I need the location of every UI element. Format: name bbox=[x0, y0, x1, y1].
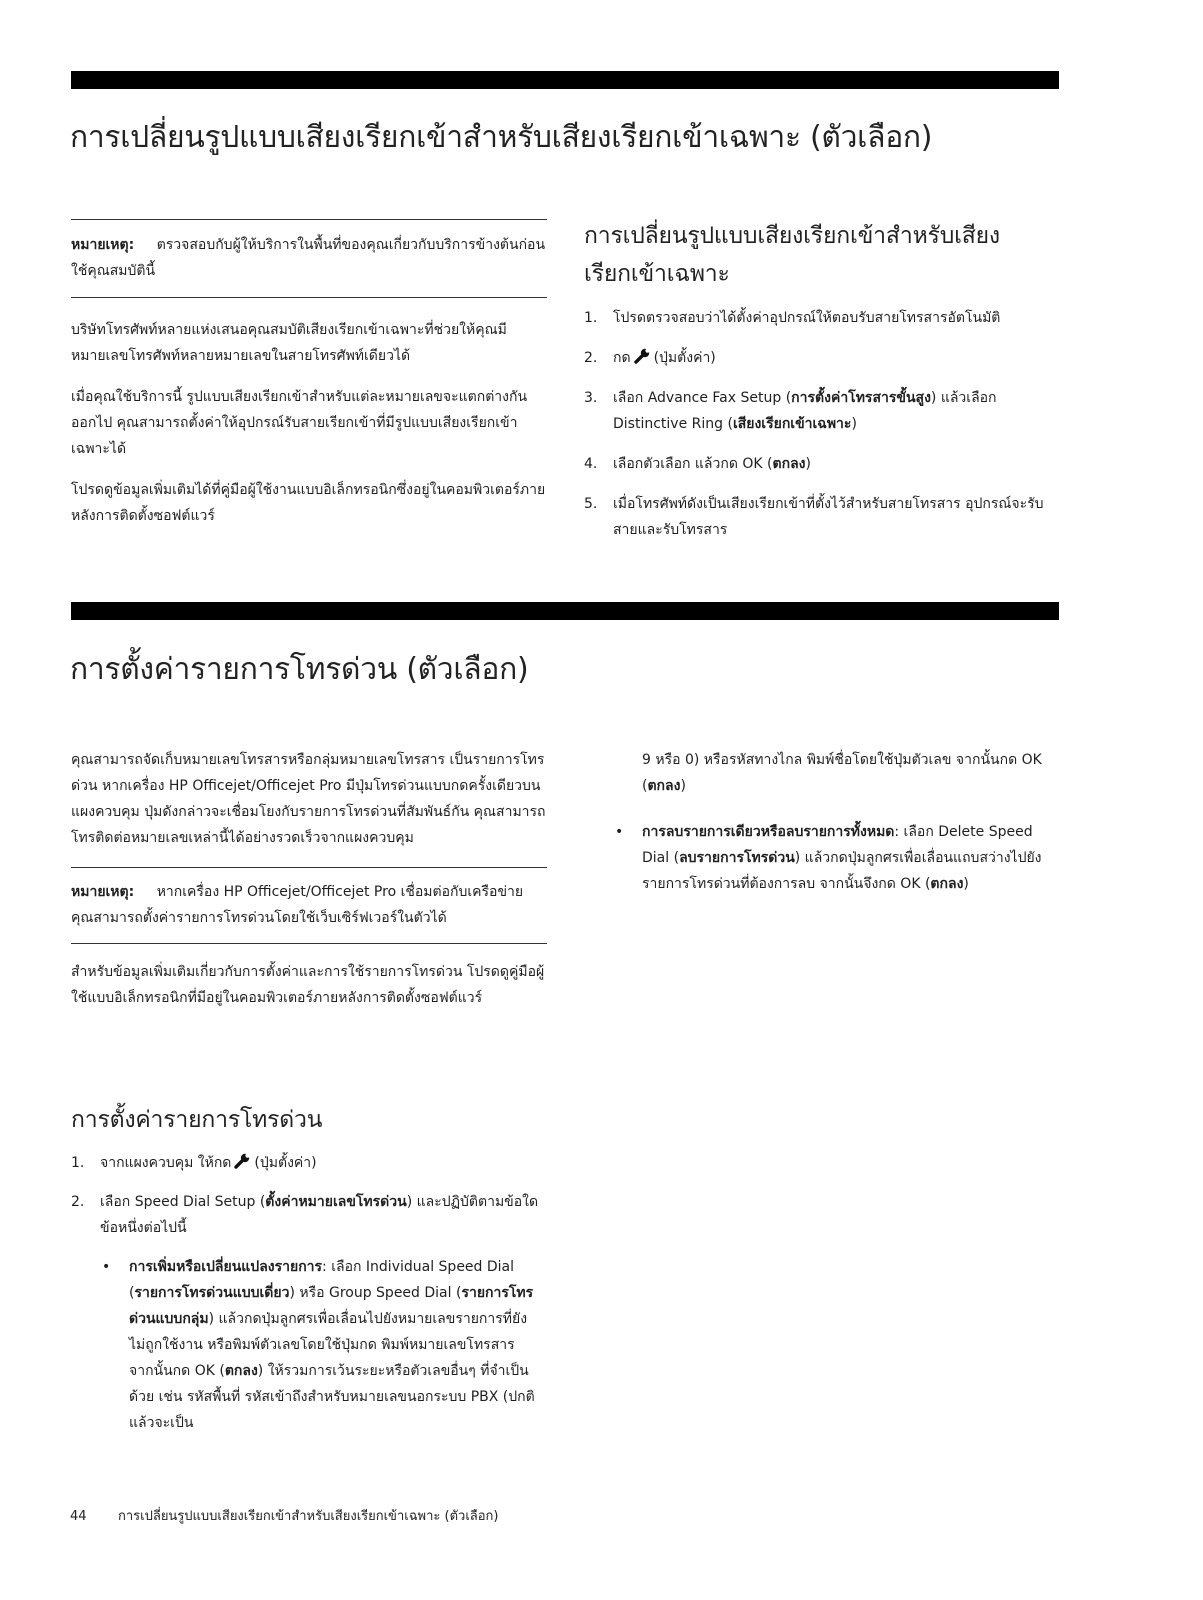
step-item: 2. กด (ปุ่มตั้งค่า) bbox=[584, 350, 716, 366]
step-item: 4. เลือกตัวเลือก แล้วกด OK (ตกลง) bbox=[584, 456, 811, 472]
step-item: 5. เมื่อโทรศัพท์ดังเป็นเสียงเรียกเข้าที่ตั้งไว้สำหรับสายโทรสาร อุปกรณ์จะรับสายและรับโทรสาร bbox=[584, 496, 1044, 538]
section-title-distinctive-ring: การเปลี่ยนรูปแบบเสียงเรียกเข้าสำหรับเสียงเรียกเข้าเฉพาะ (ตัวเลือก) bbox=[70, 120, 933, 155]
bullet-continuation: 9 หรือ 0) หรือรหัสทางไกล พิมพ์ชื่อโดยใช้ปุ่มตัวเลข จากนั้นกด OK (ตกลง) bbox=[642, 752, 1042, 794]
paragraph: บริษัทโทรศัพท์หลายแห่งเสนอคุณสมบัติเสียงเรียกเข้าเฉพาะที่ช่วยให้คุณมีหมายเลขโทรศัพท์หลายหมายเลขในสายโทรศัพท์เดียวได้ bbox=[71, 322, 507, 364]
note-distinctive-ring bbox=[71, 220, 547, 297]
subsection-heading-speed-dial: การตั้งค่ารายการโทรด่วน bbox=[71, 1107, 323, 1133]
left-column-speed-dial bbox=[71, 747, 547, 1011]
section-divider-bar bbox=[71, 71, 1059, 89]
right-column-steps bbox=[584, 305, 1054, 543]
speed-dial-steps bbox=[71, 1150, 541, 1436]
footer-text: การเปลี่ยนรูปแบบเสียงเรียกเข้าสำหรับเสียงเรียกเข้าเฉพาะ (ตัวเลือก) bbox=[118, 1509, 499, 1524]
bullet-item-delete: • การลบรายการเดียวหรือลบรายการทั้งหมด: เลือก Delete Speed Dial (ลบรายการโทรด่วน) แล้วกดปุ่มลูกศรเพื่อเลื่อนแถบสว่างไปยังรายการโทรด่วนที่ต้องการลบ จากนั้นจึงกด OK (ตกลง) bbox=[615, 824, 1042, 892]
page-number: 44 bbox=[70, 1509, 87, 1524]
paragraph: คุณสามารถจัดเก็บหมายเลขโทรสารหรือกลุ่มหมายเลขโทรสาร เป็นรายการโทรด่วน หากเครื่อง HP Officejet/Officejet Pro มีปุ่มโทรด่วนแบบกดครั้งเดียวบนแผงควบคุม ปุ่มดังกล่าวจะเชื่อมโยงกับรายการโทรด่วนที่สัมพันธ์กัน คุณสามารถโทรติดต่อหมายเลขเหล่านี้ได้อย่างรวดเร็วจากแผงควบคุม bbox=[71, 752, 546, 846]
paragraph: สำหรับข้อมูลเพิ่มเติมเกี่ยวกับการตั้งค่าและการใช้รายการโทรด่วน โปรดดูคู่มือผู้ใช้แบบอิเล็กทรอนิกที่มีอยู่ในคอมพิวเตอร์ภายหลังการติดตั้งซอฟต์แวร์ bbox=[71, 964, 545, 1006]
note-speed-dial bbox=[71, 868, 547, 943]
steps-list bbox=[584, 305, 1054, 543]
step-item: 2. เลือก Speed Dial Setup (ตั้งค่าหมายเลขโทรด่วน) และปฏิบัติตามข้อใดข้อหนึ่งต่อไปนี้ • การเพิ่มหรือเปลี่ยนแปลงรายการ: เลือก Individual Speed Dial (รายการโทรด่วนแบบเดี่ยว) หรือ Group Speed Dial (รายการโทรด่วนแบบกลุ่ม) แล้วกดปุ่มลูกศรเพื่อเลื่อนไปยังหมายเลขรายการที่ยังไม่ถูกใช้งาน หรือพิมพ์ตัวเลขโดยใช้ปุ่มกด พิมพ์หมายเลขโทรสาร จากนั้นกด OK (ตกลง) ให้รวมการเว้นระยะหรือตัวเลขอื่นๆ ที่จำเป็นด้วย เช่น รหัสพื้นที่ รหัสเข้าถึงสำหรับหมายเลขนอกระบบ PBX (ปกติแล้วจะเป็น bbox=[71, 1189, 541, 1436]
section-title-speed-dial: การตั้งค่ารายการโทรด่วน (ตัวเลือก) bbox=[70, 652, 529, 687]
note-bottom-rule bbox=[71, 943, 547, 944]
wrench-icon bbox=[634, 348, 651, 364]
section-divider-bar bbox=[71, 602, 1059, 620]
note-bottom-rule bbox=[71, 297, 547, 298]
options-list bbox=[100, 1254, 541, 1436]
note-text: ตรวจสอบกับผู้ให้บริการในพื้นที่ของคุณเกี่ยวกับบริการข้างต้นก่อนใช้คุณสมบัตินี้ bbox=[71, 237, 546, 279]
options-list bbox=[613, 819, 1043, 897]
note-label: หมายเหตุ: bbox=[71, 884, 135, 900]
right-column-speed-dial bbox=[613, 747, 1043, 897]
note-text: หากเครื่อง HP Officejet/Officejet Pro เชื่อมต่อกับเครือข่าย คุณสามารถตั้งค่ารายการโทรด่วนโดยใช้เว็บเซิร์ฟเวอร์ในตัวได้ bbox=[71, 884, 524, 926]
note-label: หมายเหตุ: bbox=[71, 237, 135, 253]
step-item: 1. โปรดตรวจสอบว่าได้ตั้งค่าอุปกรณ์ให้ตอบรับสายโทรสารอัตโนมัติ bbox=[584, 310, 1001, 326]
step-item: 3. เลือก Advance Fax Setup (การตั้งค่าโทรสารขั้นสูง) แล้วเลือก Distinctive Ring (เสียงเรียกเข้าเฉพาะ) bbox=[584, 390, 997, 432]
step-item: 1. จากแผงควบคุม ให้กด (ปุ่มตั้งค่า) bbox=[71, 1155, 317, 1171]
paragraph: โปรดดูข้อมูลเพิ่มเติมได้ที่คู่มือผู้ใช้งานแบบอิเล็กทรอนิกซึ่งอยู่ในคอมพิวเตอร์ภายหลังการติดตั้งซอฟต์แวร์ bbox=[71, 482, 546, 524]
subsection-heading-distinctive-ring: การเปลี่ยนรูปแบบเสียงเรียกเข้าสำหรับเสียงเรียกเข้าเฉพาะ bbox=[584, 223, 1000, 287]
steps-list bbox=[71, 1150, 541, 1436]
left-column-distinctive-ring bbox=[71, 219, 547, 529]
page-footer bbox=[70, 1505, 499, 1526]
paragraph: เมื่อคุณใช้บริการนี้ รูปแบบเสียงเรียกเข้าสำหรับแต่ละหมายเลขจะแตกต่างกันออกไป คุณสามารถตั้งค่าให้อุปกรณ์รับสายเรียกเข้าที่มีรูปแบบเสียงเรียกเข้าเฉพาะได้ bbox=[71, 389, 528, 457]
bullet-item-add-change: • การเพิ่มหรือเปลี่ยนแปลงรายการ: เลือก Individual Speed Dial (รายการโทรด่วนแบบเดี่ยว) หรือ Group Speed Dial (รายการโทรด่วนแบบกลุ่ม) แล้วกดปุ่มลูกศรเพื่อเลื่อนไปยังหมายเลขรายการที่ยังไม่ถูกใช้งาน หรือพิมพ์ตัวเลขโดยใช้ปุ่มกด พิมพ์หมายเลขโทรสาร จากนั้นกด OK (ตกลง) ให้รวมการเว้นระยะหรือตัวเลขอื่นๆ ที่จำเป็นด้วย เช่น รหัสพื้นที่ รหัสเข้าถึงสำหรับหมายเลขนอกระบบ PBX (ปกติแล้วจะเป็น bbox=[102, 1259, 535, 1431]
wrench-icon bbox=[234, 1153, 251, 1169]
